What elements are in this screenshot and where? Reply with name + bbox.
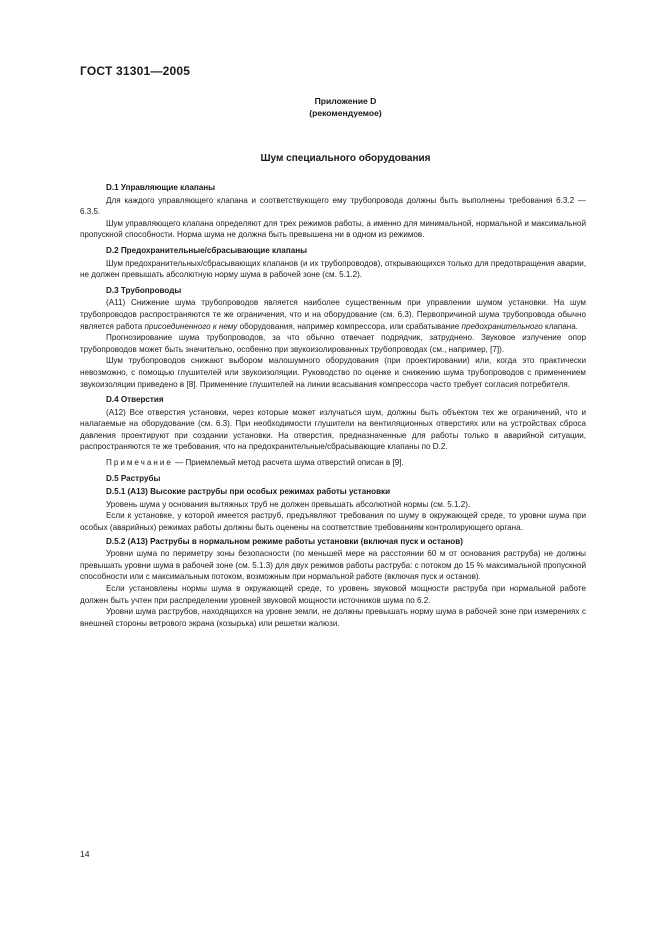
paragraph: Прогнозирование шума трубопроводов, за что обычно отвечает подрядчик, затруднено. Звуковое излучение опор трубопроводов может быть значительно, особенно при звукоизолированных трубопроводах (см., например, [7]). [80,333,586,354]
body-text [80,180,586,629]
text-run: оборудования, например компрессора, или срабатывание [237,321,462,331]
heading-d2: D.2 Предохранительные/сбрасывающие клапаны [106,245,308,255]
section-title: Шум специального оборудования [260,153,431,164]
heading-d5-1: D.5.1 (A13) Высокие раструбы при особых режимах работы установки [106,487,391,497]
italic-term: присоединенного к нему [144,321,238,331]
heading-d5: D.5 Раструбы [106,473,161,483]
text-run: (A11) Снижение шума трубопроводов является наиболее существенным при управлении шумом установки. На шум трубопроводов распространяются те же ограничения, что и на оборудование (см. 6.3). Первопричиной шума трубопровода обычно является работа [80,298,586,331]
paragraph: Если установлены нормы шума в окружающей среде, то уровень звуковой мощности раструба при нормальной работе должен быть учтен при распределении уровней звуковой мощности источников шума по 6.2. [80,584,586,605]
appendix-heading [0,95,661,119]
italic-term: предохранительного [461,321,543,331]
paragraph: Если к установке, у которой имеется раструб, предъявляют требования по шуму в окружающей среде, то уровни шума при особых (аварийных) режимах работы должны быть оценены на соответствие требованиям контролирующего органа. [80,511,586,533]
paragraph: Шум предохранительных/сбрасывающих клапанов (и их трубопроводов), открывающихся только для предотвращения аварии, не должен превышать абсолютную норму шума в рабочей зоне (см. 5.1.2). [80,258,586,280]
paragraph: Уровни шума раструбов, находящихся на уровне земли, не должны превышать норму шума в рабочей зоне при измерениях с внешней стороны ветрового экрана (козырька) или решетки жалюзи. [80,607,586,628]
text-run: клапана. [542,321,579,331]
appendix-subtitle: (рекомендуемое) [309,108,382,118]
heading-d3: D.3 Трубопроводы [106,285,182,295]
note [80,457,586,469]
page-number: 14 [80,849,90,859]
heading-d5-2: D.5.2 (A13) Раструбы в нормальном режиме работы установки (включая пуск и останов) [106,536,463,546]
paragraph: (A12) Все отверстия установки, через которые может излучаться шум, должны быть объектом тех же ограничений, что и налагаемые на оборудование (см. 6.3). При необходимости глушители на вентиляционных отверстиях или на устройствах сброса давления проектируют при создании установки. На отверстия, предназначенные для работы только в аварийной ситуации, распространяются те же требования, что на предохранительные/сбрасывающие клапаны по D.2. [80,407,586,452]
heading-d4: D.4 Отверстия [106,395,164,405]
note-text: — Приемлемый метод расчета шума отверстий описан в [9]. [172,458,404,468]
paragraph: Для каждого управляющего клапана и соответствующего ему трубопровода должны быть выполнены требования 6.3.2 — 6.3.5. [80,195,586,217]
paragraph: Шум управляющего клапана определяют для трех режимов работы, а именно для минимальной, нормальной и максимальной пропускной способности. Норма шума не должна быть превышена ни в одном из режимов. [80,218,586,240]
paragraph [80,297,586,332]
appendix-title: Приложение D [314,96,377,106]
heading-d1: D.1 Управляющие клапаны [106,183,216,192]
document-code: ГОСТ 31301—2005 [80,64,191,78]
paragraph: Уровни шума по периметру зоны безопасности (по меньшей мере на расстоянии 60 м от основания раструба) не должны превышать уровни шума в рабочей зоне (см. 5.1.3) для двух режимов работы раструба: с потоком до 15 % максимальной пропускной способности или с максимальным потоком, возможным при нормальной работе (включая пуск и останов). [80,549,586,582]
note-label: Примечание [106,458,173,468]
paragraph: Шум трубопроводов снижают выбором малошумного оборудования (при проектировании) или, когда это практически невозможно, с помощью глушителей или звукоизоляции. Руководство по оценке и снижению шума трубопроводов с применением звукоизоляции приведено в [8]. Применение глушителей на линии всасывания компрессора часто требует согласия потребителя. [80,356,586,389]
paragraph: Уровень шума у основания вытяжных труб не должен превышать абсолютной нормы (см. 5.1.2). [106,499,471,509]
